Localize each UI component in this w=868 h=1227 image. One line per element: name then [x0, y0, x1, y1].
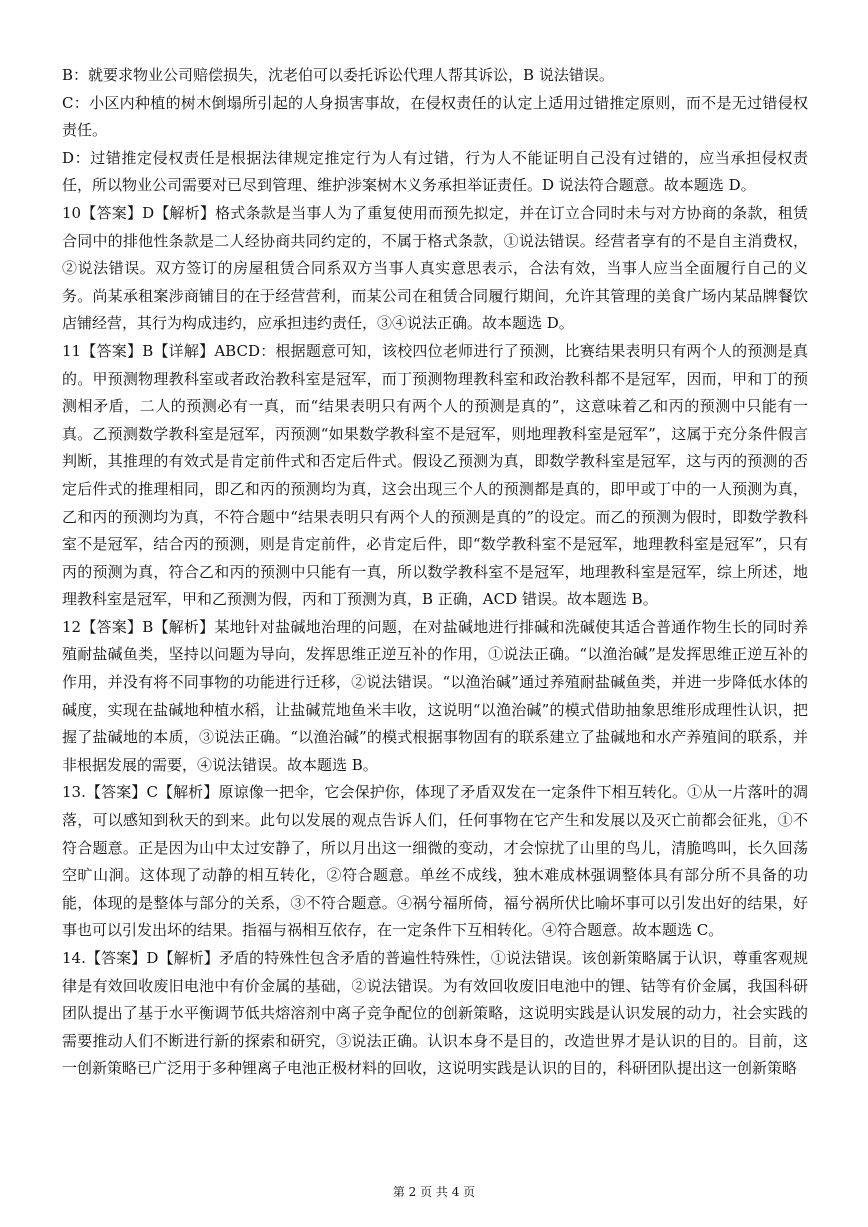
- paragraph-option-b: B：就要求物业公司赔偿损失，沈老伯可以委托诉讼代理人帮其诉讼，B 说法错误。: [62, 66, 614, 84]
- paragraph-question-11: 11【答案】B【详解】ABCD：根据题意可知，该校四位老师进行了预测，比赛结果表明只有两个人的预测是真的。甲预测物理教科室或者政治教科室是冠军，而丁预测物理教科室和政治教科都不是冠军，因而，甲和丁的预测相矛盾，二人的预测必有一真，而“结果表明只有两个人的预测是真的”，这意味着乙和丙的预测中只能有一真。乙预测数学教科室是冠军，丙预测“如果数学教科室不是冠军，则地理教科室是冠军”，这属于充分条件假言判断，其推理的有效式是肯定前件式和否定后件式。假设乙预测为真，即数学教科室是冠军，这与丙的预测的否定后件式的推理相同，即乙和丙的预测均为真，这会出现三个人的预测都是真的，即甲或丁中的一人预测为真，乙和丙的预测均为真，不符合题中“结果表明只有两个人的预测是真的”的设定。而乙的预测为假时，即数学教科室不是冠军，结合丙的预测，则是肯定前件，必肯定后件，即“数学教科室不是冠军，地理教科室是冠军”，只有丙的预测为真，符合乙和丙的预测中只能有一真，所以数学教科室不是冠军，地理教科室是冠军，综上所述，地理教科室是冠军，甲和乙预测为假，丙和丁预测为真，B 正确，ACD 错误。故本题选 B。: [62, 341, 808, 609]
- paragraph-question-13: 13.【答案】C【解析】原谅像一把伞，它会保护你，体现了矛盾双发在一定条件下相互转化。①从一片落叶的凋落，可以感知到秋天的到来。此句以发展的观点告诉人们，任何事物在它产生和发展以及灭亡前都会征兆，①不符合题意。正是因为山中太过安静了，所以月出这一细微的变动，才会惊扰了山里的鸟儿，清脆鸣叫，长久回荡空旷山涧。这体现了动静的相互转化，②符合题意。单丝不成线，独木难成林强调整体具有部分所不具备的功能，体现的是整体与部分的关系，③不符合题意。④祸兮福所倚，福兮祸所伏比喻坏事可以引发出好的结果，好事也可以引发出坏的结果。指福与祸相互依存，在一定条件下互相转化。④符合题意。故本题选 C。: [62, 783, 808, 940]
- paragraph-question-10: 10【答案】D【解析】格式条款是当事人为了重复使用而预先拟定，并在订立合同时未与对方协商的条款，租赁合同中的排他性条款是二人经协商共同约定的，不属于格式条款，①说法错误。经营者享有的不是自主消费权，②说法错误。双方签订的房屋租赁合同系双方当事人真实意思表示，合法有效，当事人应当全面履行自己的义务。尚某承租案涉商铺目的在于经营营利，而某公司在租赁合同履行期间，允许其管理的美食广场内某品牌餐饮店铺经营，其行为构成违约，应承担违约责任，③④说法正确。故本题选 D。: [62, 203, 808, 333]
- paragraph-question-14: 14.【答案】D【解析】矛盾的特殊性包含矛盾的普遍性特殊性，①说法错误。该创新策略属于认识，尊重客观规律是有效回收废旧电池中有价金属的基础，②说法错误。为有效回收废旧电池中的锂、钴等有价金属，我国科研团队提出了基于水平衡调节低共熔溶剂中离子竞争配位的创新策略，这说明实践是认识发展的动力，社会实践的需要推动人们不断进行新的探索和研究，③说法正确。认识本身不是目的，改造世界才是认识的目的。目前，这一创新策略已广泛用于多种锂离子电池正极材料的回收，这说明实践是认识的目的，科研团队提出这一创新策略: [62, 949, 808, 1078]
- paragraph-option-d: D：过错推定侵权责任是根据法律规定推定行为人有过错，行为人不能证明自己没有过错的，应当承担侵权责任，所以物业公司需要对已尽到管理、维护涉案树木义务承担举证责任。D 说法符合题意。故本题选 D。: [62, 148, 808, 195]
- paragraph-question-12: 12【答案】B【解析】某地针对盐碱地治理的问题，在对盐碱地进行排碱和洗碱使其适合普通作物生长的同时养殖耐盐碱鱼类，坚持以问题为导向，发挥思维正逆互补的作用，①说法正确。“以渔治碱”是发挥思维正逆互补的作用，并没有将不同事物的功能进行迁移，②说法错误。“以渔治碱”通过养殖耐盐碱鱼类，并进一步降低水体的碱度，实现在盐碱地种植水稻，让盐碱荒地鱼米丰收，这说明“以渔治碱”的模式借助抽象思维形成理性认识，把握了盐碱地的本质，③说法正确。“以渔治碱”的模式根据事物固有的联系建立了盐碱地和水产养殖间的联系，并非根据发展的需要，④说法错误。故本题选 B。: [62, 617, 808, 774]
- page-number-footer: 第 2 页 共 4 页: [392, 1185, 476, 1199]
- document-body: [62, 62, 808, 1083]
- paragraph-option-c: C：小区内种植的树木倒塌所引起的人身损害事故，在侵权责任的认定上适用过错推定原则，而不是无过错侵权责任。: [62, 93, 808, 140]
